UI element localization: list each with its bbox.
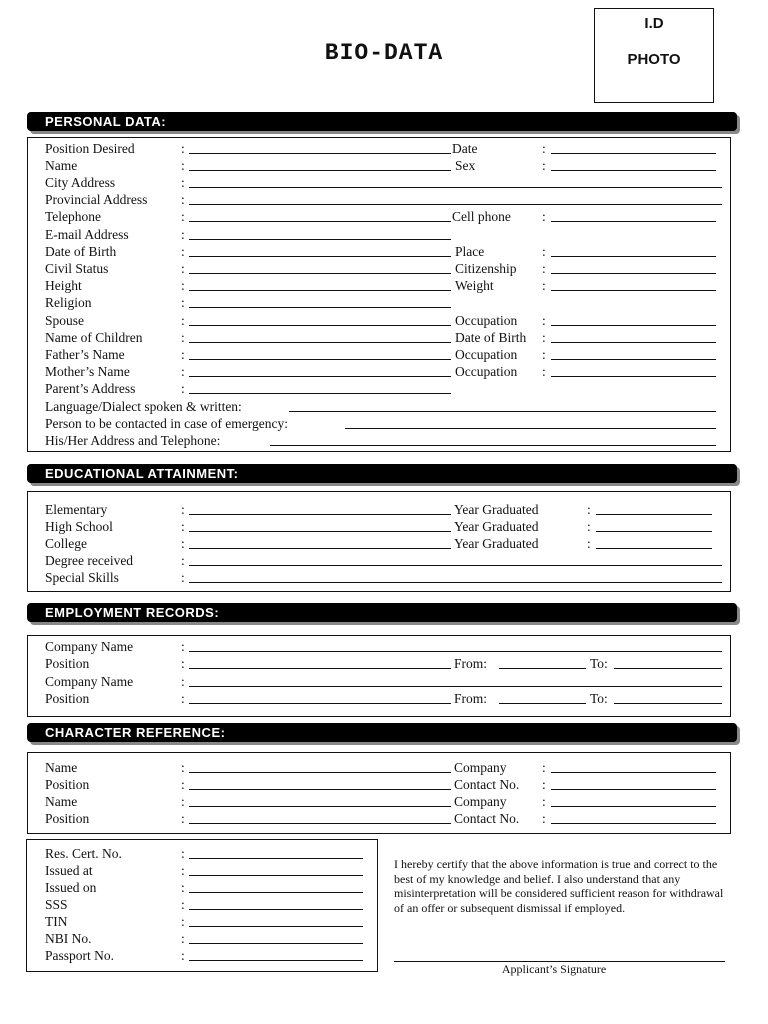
row-spouse (45, 312, 725, 329)
field-ref-contact-2[interactable] (551, 823, 716, 824)
label-from: From: (454, 691, 488, 706)
row-mother (45, 363, 725, 380)
colon: : (181, 880, 185, 895)
colon: : (542, 777, 546, 792)
label-elementary: Elementary (45, 502, 108, 517)
label-ref-contact: Contact No. (454, 777, 520, 792)
row-father (45, 346, 725, 363)
label-tin: TIN (45, 914, 68, 929)
colon: : (181, 209, 185, 224)
field-high-school-year[interactable] (596, 531, 712, 532)
field-elementary-year[interactable] (596, 514, 712, 515)
row-ref-name-1 (45, 759, 725, 776)
field-city-address[interactable] (189, 187, 722, 188)
label-ref-contact: Contact No. (454, 811, 520, 826)
label-name: Name (45, 158, 78, 173)
row-high-school (45, 518, 725, 535)
field-college-year[interactable] (596, 548, 712, 549)
colon: : (181, 536, 185, 551)
field-telephone[interactable] (189, 221, 451, 222)
colon: : (181, 295, 185, 310)
field-position-2[interactable] (189, 703, 451, 704)
row-position-2 (45, 690, 725, 707)
field-mother-occupation[interactable] (551, 376, 716, 377)
colon: : (181, 192, 185, 207)
colon: : (542, 244, 546, 259)
field-issued-at[interactable] (189, 875, 363, 876)
field-civil-status[interactable] (189, 273, 451, 274)
colon: : (181, 691, 185, 706)
colon: : (542, 141, 546, 156)
colon: : (542, 794, 546, 809)
label-date: Date (452, 141, 478, 156)
label-from: From: (454, 656, 488, 671)
label-to: To: (590, 656, 608, 671)
row-parent-address (45, 380, 725, 397)
row-email (45, 226, 725, 243)
field-company-2[interactable] (189, 686, 722, 687)
colon: : (181, 175, 185, 190)
label-height: Height (45, 278, 82, 293)
field-emergency[interactable] (345, 428, 716, 429)
colon: : (542, 330, 546, 345)
field-ref-contact-1[interactable] (551, 789, 716, 790)
field-ref-position-1[interactable] (189, 789, 451, 790)
colon: : (181, 914, 185, 929)
label-high-school: High School (45, 519, 113, 534)
row-tin (45, 913, 375, 930)
colon: : (181, 244, 185, 259)
colon: : (542, 278, 546, 293)
field-emergency-address[interactable] (270, 445, 716, 446)
row-language (45, 398, 725, 415)
label-issued-at: Issued at (45, 863, 93, 878)
label-year-graduated: Year Graduated (454, 519, 539, 534)
field-citizenship[interactable] (551, 273, 716, 274)
row-sss (45, 896, 375, 913)
row-issued-on (45, 879, 375, 896)
label-degree: Degree received (45, 553, 134, 568)
field-provincial-address[interactable] (189, 204, 722, 205)
label-cell-phone: Cell phone (452, 209, 511, 224)
row-position-desired (45, 140, 725, 157)
field-spouse-occupation[interactable] (551, 325, 716, 326)
row-passport (45, 947, 375, 964)
id-photo-box (594, 8, 714, 103)
colon: : (181, 674, 185, 689)
label-child-dob: Date of Birth (455, 330, 527, 345)
field-to-1[interactable] (614, 668, 722, 669)
label-spouse-occupation: Occupation (455, 313, 518, 328)
label-year-graduated: Year Graduated (454, 536, 539, 551)
label-mother: Mother’s Name (45, 364, 130, 379)
label-sss: SSS (45, 897, 68, 912)
label-civil-status: Civil Status (45, 261, 109, 276)
field-weight[interactable] (551, 290, 716, 291)
field-elementary[interactable] (189, 514, 451, 515)
field-from-2[interactable] (499, 703, 586, 704)
label-ref-company: Company (454, 760, 507, 775)
colon: : (542, 261, 546, 276)
field-position-1[interactable] (189, 668, 451, 669)
field-parent-address[interactable] (189, 393, 451, 394)
label-spouse: Spouse (45, 313, 85, 328)
label-religion: Religion (45, 295, 92, 310)
row-city-address (45, 174, 725, 191)
row-res-cert (45, 845, 375, 862)
label-city-address: City Address (45, 175, 116, 190)
field-father[interactable] (189, 359, 451, 360)
row-company-2 (45, 673, 725, 690)
label-emergency: Person to be contacted in case of emergency: (45, 416, 289, 431)
row-ref-position-2 (45, 810, 725, 827)
label-special-skills: Special Skills (45, 570, 119, 585)
label-company-name: Company Name (45, 639, 134, 654)
field-father-occupation[interactable] (551, 359, 716, 360)
field-ref-name-1[interactable] (189, 772, 451, 773)
section-header-employment: EMPLOYMENT RECORDS: (27, 603, 737, 622)
row-name (45, 157, 725, 174)
colon: : (181, 794, 185, 809)
colon: : (181, 227, 185, 242)
row-company-1 (45, 638, 725, 655)
row-nbi (45, 930, 375, 947)
field-children[interactable] (189, 342, 451, 343)
label-ref-name: Name (45, 760, 78, 775)
colon: : (181, 639, 185, 654)
field-name[interactable] (189, 170, 451, 171)
colon: : (587, 502, 591, 517)
colon: : (181, 330, 185, 345)
page-title: BIO-DATA (324, 40, 444, 66)
label-mother-occupation: Occupation (455, 364, 518, 379)
row-ref-position-1 (45, 776, 725, 793)
label-provincial-address: Provincial Address (45, 192, 148, 207)
colon: : (181, 519, 185, 534)
colon: : (542, 209, 546, 224)
label-weight: Weight (455, 278, 494, 293)
label-emergency-address: His/Her Address and Telephone: (45, 433, 221, 448)
row-special-skills (45, 569, 725, 586)
label-ref-company: Company (454, 794, 507, 809)
colon: : (181, 570, 185, 585)
row-children (45, 329, 725, 346)
colon: : (181, 948, 185, 963)
label-parent-address: Parent’s Address (45, 381, 136, 396)
field-mother[interactable] (189, 376, 451, 377)
row-height (45, 277, 725, 294)
colon: : (181, 811, 185, 826)
field-college[interactable] (189, 548, 451, 549)
label-ref-position: Position (45, 811, 90, 826)
colon: : (181, 141, 185, 156)
field-date-of-birth[interactable] (189, 256, 451, 257)
colon: : (181, 158, 185, 173)
field-high-school[interactable] (189, 531, 451, 532)
row-date-of-birth (45, 243, 725, 260)
label-to: To: (590, 691, 608, 706)
colon: : (181, 347, 185, 362)
field-special-skills[interactable] (189, 582, 722, 583)
section-header-reference: CHARACTER REFERENCE: (27, 723, 737, 742)
field-height[interactable] (189, 290, 451, 291)
field-tin[interactable] (189, 926, 363, 927)
colon: : (181, 777, 185, 792)
field-place[interactable] (551, 256, 716, 257)
row-telephone (45, 208, 725, 225)
field-to-2[interactable] (614, 703, 722, 704)
label-father: Father’s Name (45, 347, 125, 362)
row-ref-name-2 (45, 793, 725, 810)
row-provincial-address (45, 191, 725, 208)
label-passport: Passport No. (45, 948, 115, 963)
field-nbi[interactable] (189, 943, 363, 944)
label-father-occupation: Occupation (455, 347, 518, 362)
label-citizenship: Citizenship (455, 261, 517, 276)
label-college: College (45, 536, 87, 551)
row-emergency (45, 415, 725, 432)
label-place: Place (455, 244, 485, 259)
colon: : (181, 502, 185, 517)
colon: : (542, 158, 546, 173)
row-civil-status (45, 260, 725, 277)
colon: : (181, 261, 185, 276)
field-email[interactable] (189, 239, 451, 240)
label-position: Position (45, 656, 90, 671)
field-ref-position-2[interactable] (189, 823, 451, 824)
field-sex[interactable] (551, 170, 716, 171)
label-position-desired: Position Desired (45, 141, 135, 156)
colon: : (181, 364, 185, 379)
field-res-cert[interactable] (189, 858, 363, 859)
colon: : (542, 364, 546, 379)
colon: : (181, 381, 185, 396)
field-ref-company-1[interactable] (551, 772, 716, 773)
row-issued-at (45, 862, 375, 879)
row-emergency-address (45, 432, 725, 449)
field-position-desired[interactable] (189, 153, 451, 154)
photo-label-1: I.D (644, 15, 664, 32)
label-position: Position (45, 691, 90, 706)
field-degree[interactable] (189, 565, 722, 566)
field-language[interactable] (289, 411, 716, 412)
colon: : (181, 931, 185, 946)
row-position-1 (45, 655, 725, 672)
row-religion (45, 294, 725, 311)
label-year-graduated: Year Graduated (454, 502, 539, 517)
colon: : (181, 760, 185, 775)
field-religion[interactable] (189, 307, 451, 308)
label-children: Name of Children (45, 330, 143, 345)
label-language: Language/Dialect spoken & written: (45, 399, 242, 414)
field-ref-name-2[interactable] (189, 806, 451, 807)
colon: : (542, 811, 546, 826)
field-company-1[interactable] (189, 651, 722, 652)
row-degree (45, 552, 725, 569)
label-res-cert: Res. Cert. No. (45, 846, 122, 861)
field-child-dob[interactable] (551, 342, 716, 343)
section-header-education: EDUCATIONAL ATTAINMENT: (27, 464, 737, 483)
field-issued-on[interactable] (189, 892, 363, 893)
colon: : (587, 536, 591, 551)
colon: : (181, 863, 185, 878)
label-nbi: NBI No. (45, 931, 92, 946)
signature-label: Applicant’s Signature (501, 962, 607, 976)
colon: : (587, 519, 591, 534)
colon: : (542, 347, 546, 362)
certification-text: I hereby certify that the above information is true and correct to the best of my knowledge and belief. I also understand that any misinterpretation will be considered sufficient reason for withdrawal of an offer or subsequent dismissal if employed. (394, 857, 724, 915)
label-issued-on: Issued on (45, 880, 97, 895)
field-sss[interactable] (189, 909, 363, 910)
section-header-personal: PERSONAL DATA: (27, 112, 737, 131)
field-passport[interactable] (189, 960, 363, 961)
field-spouse[interactable] (189, 325, 451, 326)
colon: : (181, 278, 185, 293)
label-email: E-mail Address (45, 227, 129, 242)
label-company-name: Company Name (45, 674, 134, 689)
colon: : (542, 313, 546, 328)
label-date-of-birth: Date of Birth (45, 244, 117, 259)
colon: : (181, 897, 185, 912)
label-ref-position: Position (45, 777, 90, 792)
field-from-1[interactable] (499, 668, 586, 669)
colon: : (181, 656, 185, 671)
field-cell-phone[interactable] (551, 221, 716, 222)
row-elementary (45, 501, 725, 518)
field-date[interactable] (551, 153, 716, 154)
label-sex: Sex (455, 158, 476, 173)
colon: : (181, 846, 185, 861)
colon: : (181, 313, 185, 328)
colon: : (542, 760, 546, 775)
photo-label-2: PHOTO (627, 51, 681, 68)
label-ref-name: Name (45, 794, 78, 809)
row-college (45, 535, 725, 552)
field-ref-company-2[interactable] (551, 806, 716, 807)
label-telephone: Telephone (45, 209, 102, 224)
colon: : (181, 553, 185, 568)
